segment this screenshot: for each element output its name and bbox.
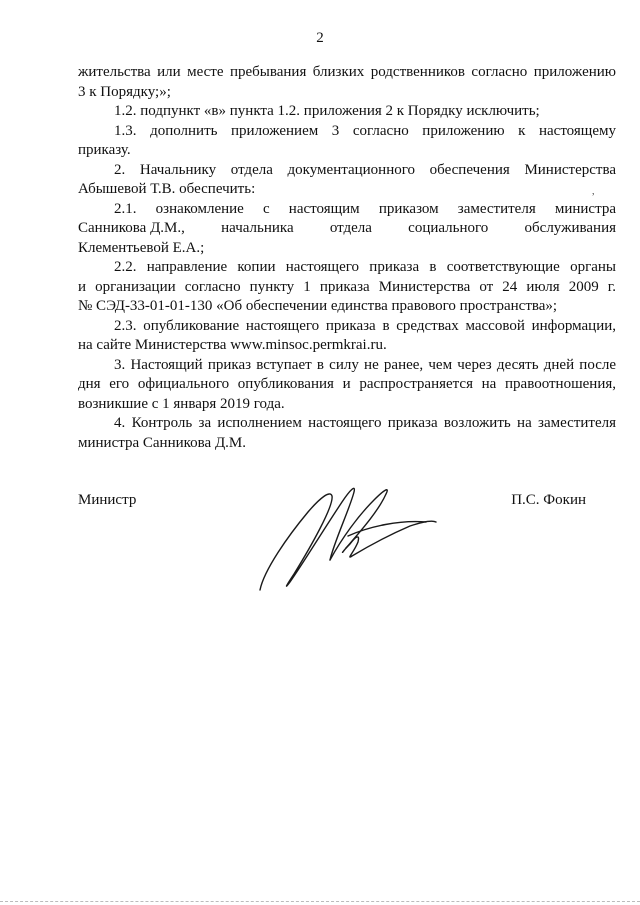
text-line: № СЭД-33-01-01-130 «Об обеспечении единства правового пространства»; [78,298,558,314]
page-number: 2 [316,30,324,46]
scan-mark: , [592,186,595,197]
word: Санникова Д.М., [78,220,185,236]
text-line: 2.1. ознакомление с настоящим приказом заместителя министра [114,200,616,217]
text-line: 3 к Порядку;»; [78,83,171,100]
signer-title: Министр [78,492,137,508]
text-line [78,219,616,239]
text-line: министра Санникова Д.М. [78,434,247,451]
text-line: 1.2. подпункт «в» пункта 1.2. приложения 2 к Порядку исключить; [114,103,540,119]
word: обслуживания [524,220,616,236]
word: начальника [221,220,294,236]
signature-block [78,492,586,509]
text-line: Абышевой Т.В. обеспечить: [78,181,256,197]
scan-edge-divider [0,901,640,902]
text-line: 4. Контроль за исполнением настоящего приказа возложить на заместителя [114,415,616,431]
word: социального [408,220,489,236]
text-line: 2.2. направление копии настоящего приказа в соответствующие органы [114,259,616,275]
text-line: жительства или месте пребывания близких родственников согласно приложению [78,64,616,80]
text-line: и организации согласно пункту 1 приказа Министерства от 24 июля 2009 г. [78,278,616,295]
text-line: приказу. [78,142,131,158]
text-line: 3. Настоящий приказ вступает в силу не ранее, чем через десять дней после [114,356,616,373]
text-line: возникшие с 1 января 2019 года. [78,395,285,412]
signer-name: П.С. Фокин [511,492,586,508]
text-line: дня его официального опубликования и распространяется на правоотношения, [78,376,616,392]
document-body [78,63,616,453]
text-line: 2.3. опубликование настоящего приказа в средствах массовой информации, [114,317,616,334]
text-line: 1.3. дополнить приложением 3 согласно приложению к настоящему [114,122,616,139]
text-line: Клементьевой Е.А.; [78,239,205,256]
text-line: 2. Начальнику отдела документационного обеспечения Министерства [114,161,616,178]
text-line: на сайте Министерства www.minsoc.permkrai.ru. [78,337,387,353]
word: отдела [329,220,372,236]
